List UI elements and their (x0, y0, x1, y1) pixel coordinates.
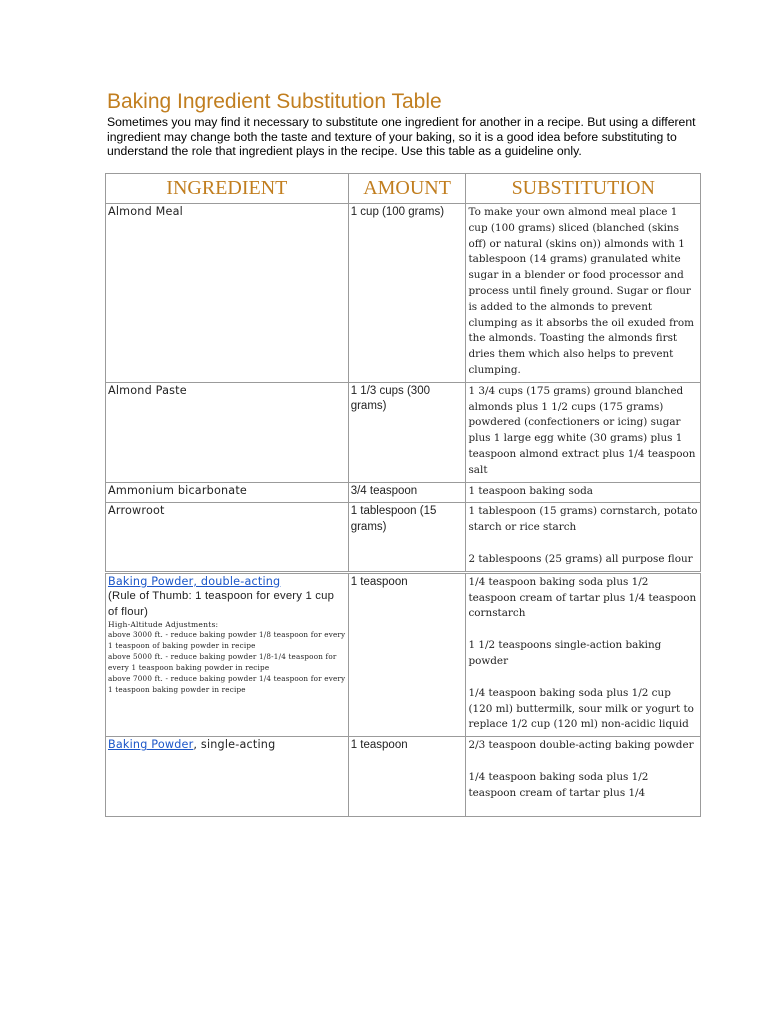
amount-cell: 1 tablespoon (15 grams) (348, 503, 466, 572)
ingredient-link[interactable]: Baking Powder, double-acting (108, 574, 281, 588)
table-row (106, 482, 701, 503)
amount-cell: 3/4 teaspoon (348, 482, 466, 503)
ingredient-link[interactable]: Baking Powder (108, 738, 194, 752)
high-altitude-item: above 3000 ft. - reduce baking powder 1/8 teaspoon for every 1 teaspoon of baking powder in recipe (108, 629, 346, 650)
table-row (106, 204, 701, 383)
high-altitude-item: above 7000 ft. - reduce baking powder 1/4 teaspoon for every 1 teaspoon baking powder in recipe (108, 673, 346, 694)
substitution-text: 1 1/2 teaspoons single-action baking powder (468, 639, 662, 667)
substitution-cell (466, 737, 701, 817)
substitution-text: 1/4 teaspoon baking soda plus 1/2 cup (120 ml) buttermilk, sour milk or yogurt to replace 1/2 cup (120 ml) non-acidic liquid (468, 686, 694, 731)
header-amount: AMOUNT (348, 174, 466, 204)
substitution-text: 1/4 teaspoon baking soda plus 1/2 teaspoon cream of tartar plus 1/4 teaspoon cornstarch (468, 575, 697, 620)
table-row (106, 503, 701, 572)
high-altitude-heading: High-Altitude Adjustments: (108, 619, 219, 629)
substitution-text: 1 tablespoon (15 grams) cornstarch, potato starch or rice starch (468, 505, 698, 534)
substitution-text: 1 teaspoon baking soda (468, 484, 593, 497)
substitution-cell (466, 204, 701, 383)
table-header-row (106, 174, 701, 204)
ingredient-cell: Ammonium bicarbonate (106, 482, 349, 503)
table-row (106, 737, 701, 817)
substitution-cell (466, 503, 701, 572)
ingredient-cell: Arrowroot (106, 503, 349, 572)
substitution-table (105, 173, 701, 817)
table-row (106, 382, 701, 482)
header-ingredient: INGREDIENT (106, 174, 349, 204)
amount-cell: 1 1/3 cups (300 grams) (348, 382, 466, 482)
substitution-text: 2 tablespoons (25 grams) all purpose flour (468, 552, 693, 565)
header-substitution: SUBSTITUTION (466, 174, 701, 204)
substitution-cell (466, 482, 701, 503)
rule-of-thumb-note: (Rule of Thumb: 1 teaspoon for every 1 cup of flour) (108, 589, 335, 618)
ingredient-cell: Almond Paste (106, 382, 349, 482)
ingredient-cell: Almond Meal (106, 204, 349, 383)
high-altitude-item: above 5000 ft. - reduce baking powder 1/8-1/4 teaspoon for every 1 teaspoon baking powder in recipe (108, 651, 337, 672)
document-title: Baking Ingredient Substitution Table (107, 90, 442, 113)
amount-cell: 1 cup (100 grams) (348, 204, 466, 383)
substitution-text: To make your own almond meal place 1 cup (100 grams) sliced (blanched (skins off) or natural (skins on)) almonds with 1 tablespoon (14 grams) granulated white sugar in a blender or food processor and process until finely ground. Sugar or flour is added to the almonds to prevent clumping as it absorbs the oil exuded from the almonds. Toasting the almonds first dries them which also helps to prevent clumping. (468, 206, 694, 376)
ingredient-suffix: , single-acting (193, 738, 276, 752)
substitution-cell (466, 572, 701, 736)
intro-paragraph: Sometimes you may find it necessary to substitute one ingredient for another in a recipe. But using a different ingredient may change both the taste and texture of your baking, so it is a good idea before substituting to understand the role that ingredient plays in the recipe. Use this table as a guideline only. (107, 115, 696, 158)
substitution-text: 1 3/4 cups (175 grams) ground blanched almonds plus 1 1/2 cups (175 grams) powdered (confectioners or icing) sugar plus 1 large egg white (30 grams) plus 1 teaspoon almond extract plus 1/4 teaspoon salt (468, 384, 696, 476)
table-row (106, 572, 701, 736)
amount-cell: 1 teaspoon (348, 572, 466, 736)
ingredient-cell (106, 737, 349, 817)
ingredient-cell (106, 572, 349, 736)
substitution-text: 1/4 teaspoon baking soda plus 1/2 teaspoon cream of tartar plus 1/4 (468, 770, 649, 799)
substitution-cell (466, 382, 701, 482)
substitution-text: 2/3 teaspoon double-acting baking powder (468, 739, 694, 752)
amount-cell: 1 teaspoon (348, 737, 466, 817)
